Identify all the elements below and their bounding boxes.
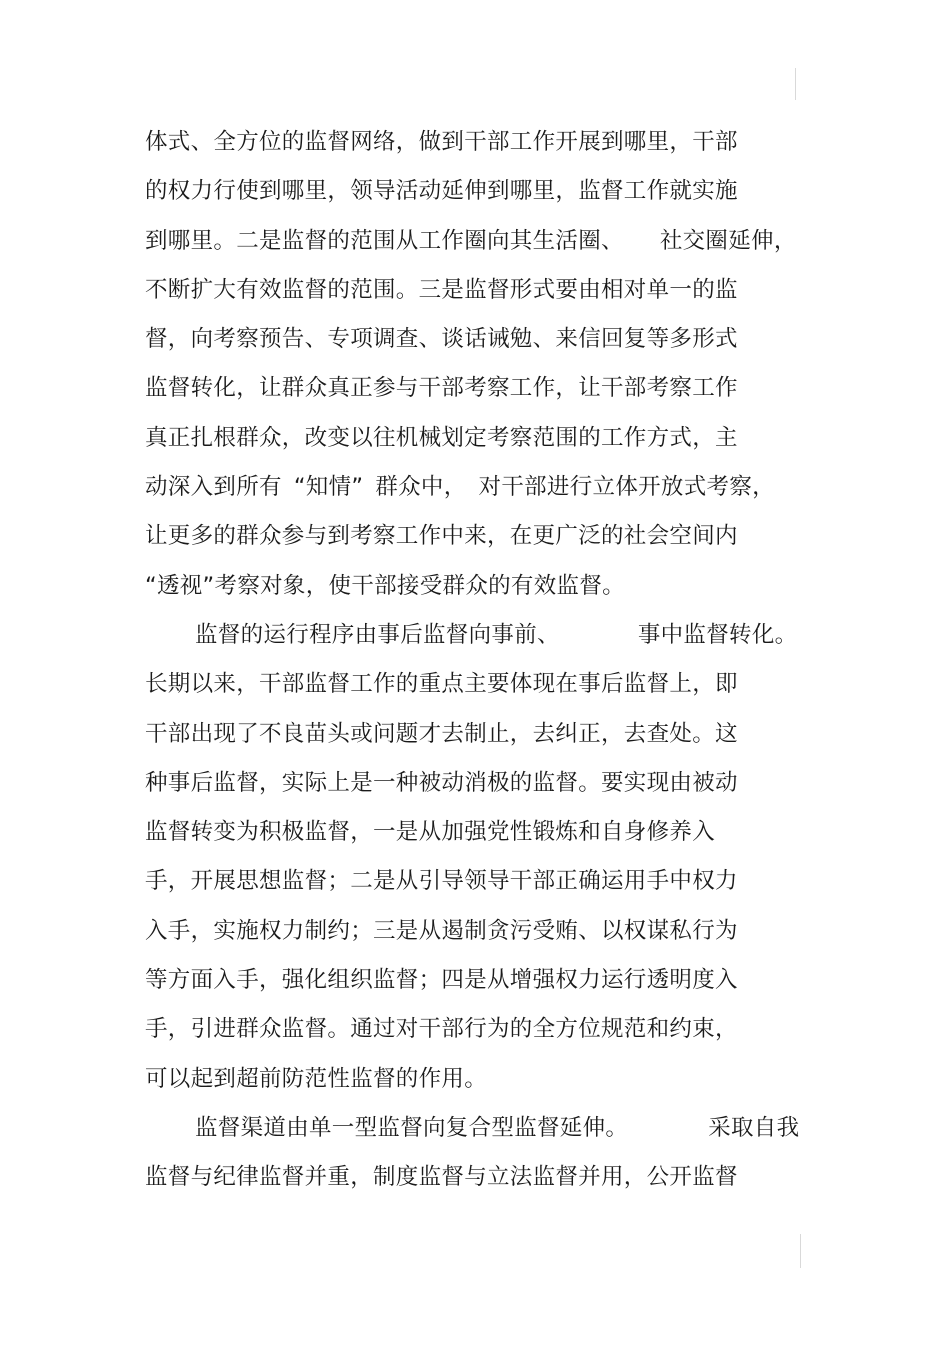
text-run: 监督与纪律监督并重，制度监督与立法监督并用，公开监督 <box>145 1164 738 1191</box>
text-run: 体式、全方位的监督网络，做到干部工作开展到哪里，干部 <box>145 129 738 155</box>
text-line <box>145 759 825 808</box>
text-run: 入手，实施权力制约；三是从遏制贪污受贿、以权谋私行为 <box>145 917 738 944</box>
text-line <box>145 857 825 906</box>
text-run: 长期以来，干部监督工作的重点主要体现在事后监督上，即 <box>145 671 738 698</box>
text-run: 督，向考察预告、专项调查、谈话诫勉、来信回复等多形式 <box>145 326 738 353</box>
text-line <box>145 266 825 315</box>
text-run: 到哪里。二是监督的范围从工作圈向其生活圈、 <box>145 227 624 254</box>
text-run: 等方面入手，强化组织监督；四是从增强权力运行透明度入 <box>145 967 738 994</box>
paragraph-first-line <box>145 611 825 660</box>
text-line <box>145 167 825 216</box>
text-line <box>145 660 825 709</box>
text-run: 的权力行使到哪里，领导活动延伸到哪里，监督工作就实施 <box>145 178 738 205</box>
text-run: 让更多的群众参与到考察工作中来，在更广泛的社会空间内 <box>145 523 738 550</box>
text-run: 手，引进群众监督。通过对干部行为的全方位规范和约束， <box>145 1016 738 1043</box>
text-run: 动深入到所有 <box>145 474 282 501</box>
page-edge-mark-top <box>795 68 796 100</box>
text-line <box>145 512 825 561</box>
text-line <box>145 118 825 167</box>
text-line <box>145 907 825 956</box>
text-line <box>145 463 825 512</box>
text-line <box>145 1153 825 1202</box>
text-run: 监督转变为积极监督，一是从加强党性锻炼和自身修养入 <box>145 819 716 846</box>
text-run: 干部出现了不良苗头或问题才去制止，去纠正，去查处。这 <box>145 720 738 747</box>
text-line <box>145 808 825 857</box>
text-run: “透视”考察对象，使干部接受群众的有效监督。 <box>145 572 625 599</box>
text-run: 群众中， <box>375 474 467 501</box>
text-run: 事中监督转化。 <box>637 621 798 648</box>
text-run: 监督转化，让群众真正参与干部考察工作，让干部考察工作 <box>145 375 738 402</box>
text-run: 种事后监督，实际上是一种被动消极的监督。要实现由被动 <box>145 769 738 796</box>
text-run: 监督的运行程序由事后监督向事前、 <box>195 621 560 648</box>
text-run: 社交圈延伸， <box>659 227 797 254</box>
text-line <box>145 315 825 364</box>
paragraph-first-line <box>145 1104 825 1153</box>
text-line <box>145 414 825 463</box>
text-line <box>145 1005 825 1054</box>
text-run: 不断扩大有效监督的范围。三是监督形式要由相对单一的监 <box>145 276 738 303</box>
body-text <box>145 118 825 1203</box>
text-run: 真正扎根群众，改变以往机械划定考察范围的工作方式，主 <box>145 424 738 451</box>
text-line <box>145 217 825 266</box>
text-line <box>145 562 825 611</box>
text-run: “知情” <box>293 474 364 501</box>
page-edge-mark-bottom <box>800 1234 801 1268</box>
text-run: 可以起到超前防范性监督的作用。 <box>145 1065 488 1092</box>
text-run: 监督渠道由单一型监督向复合型监督延伸。 <box>195 1114 629 1141</box>
text-line <box>145 956 825 1005</box>
text-line <box>145 1055 825 1104</box>
text-run: 手，开展思想监督；二是从引导领导干部正确运用手中权力 <box>145 868 738 895</box>
text-run: 对干部进行立体开放式考察， <box>478 474 775 501</box>
text-line <box>145 710 825 759</box>
text-run: 采取自我 <box>708 1114 800 1141</box>
text-line <box>145 364 825 413</box>
